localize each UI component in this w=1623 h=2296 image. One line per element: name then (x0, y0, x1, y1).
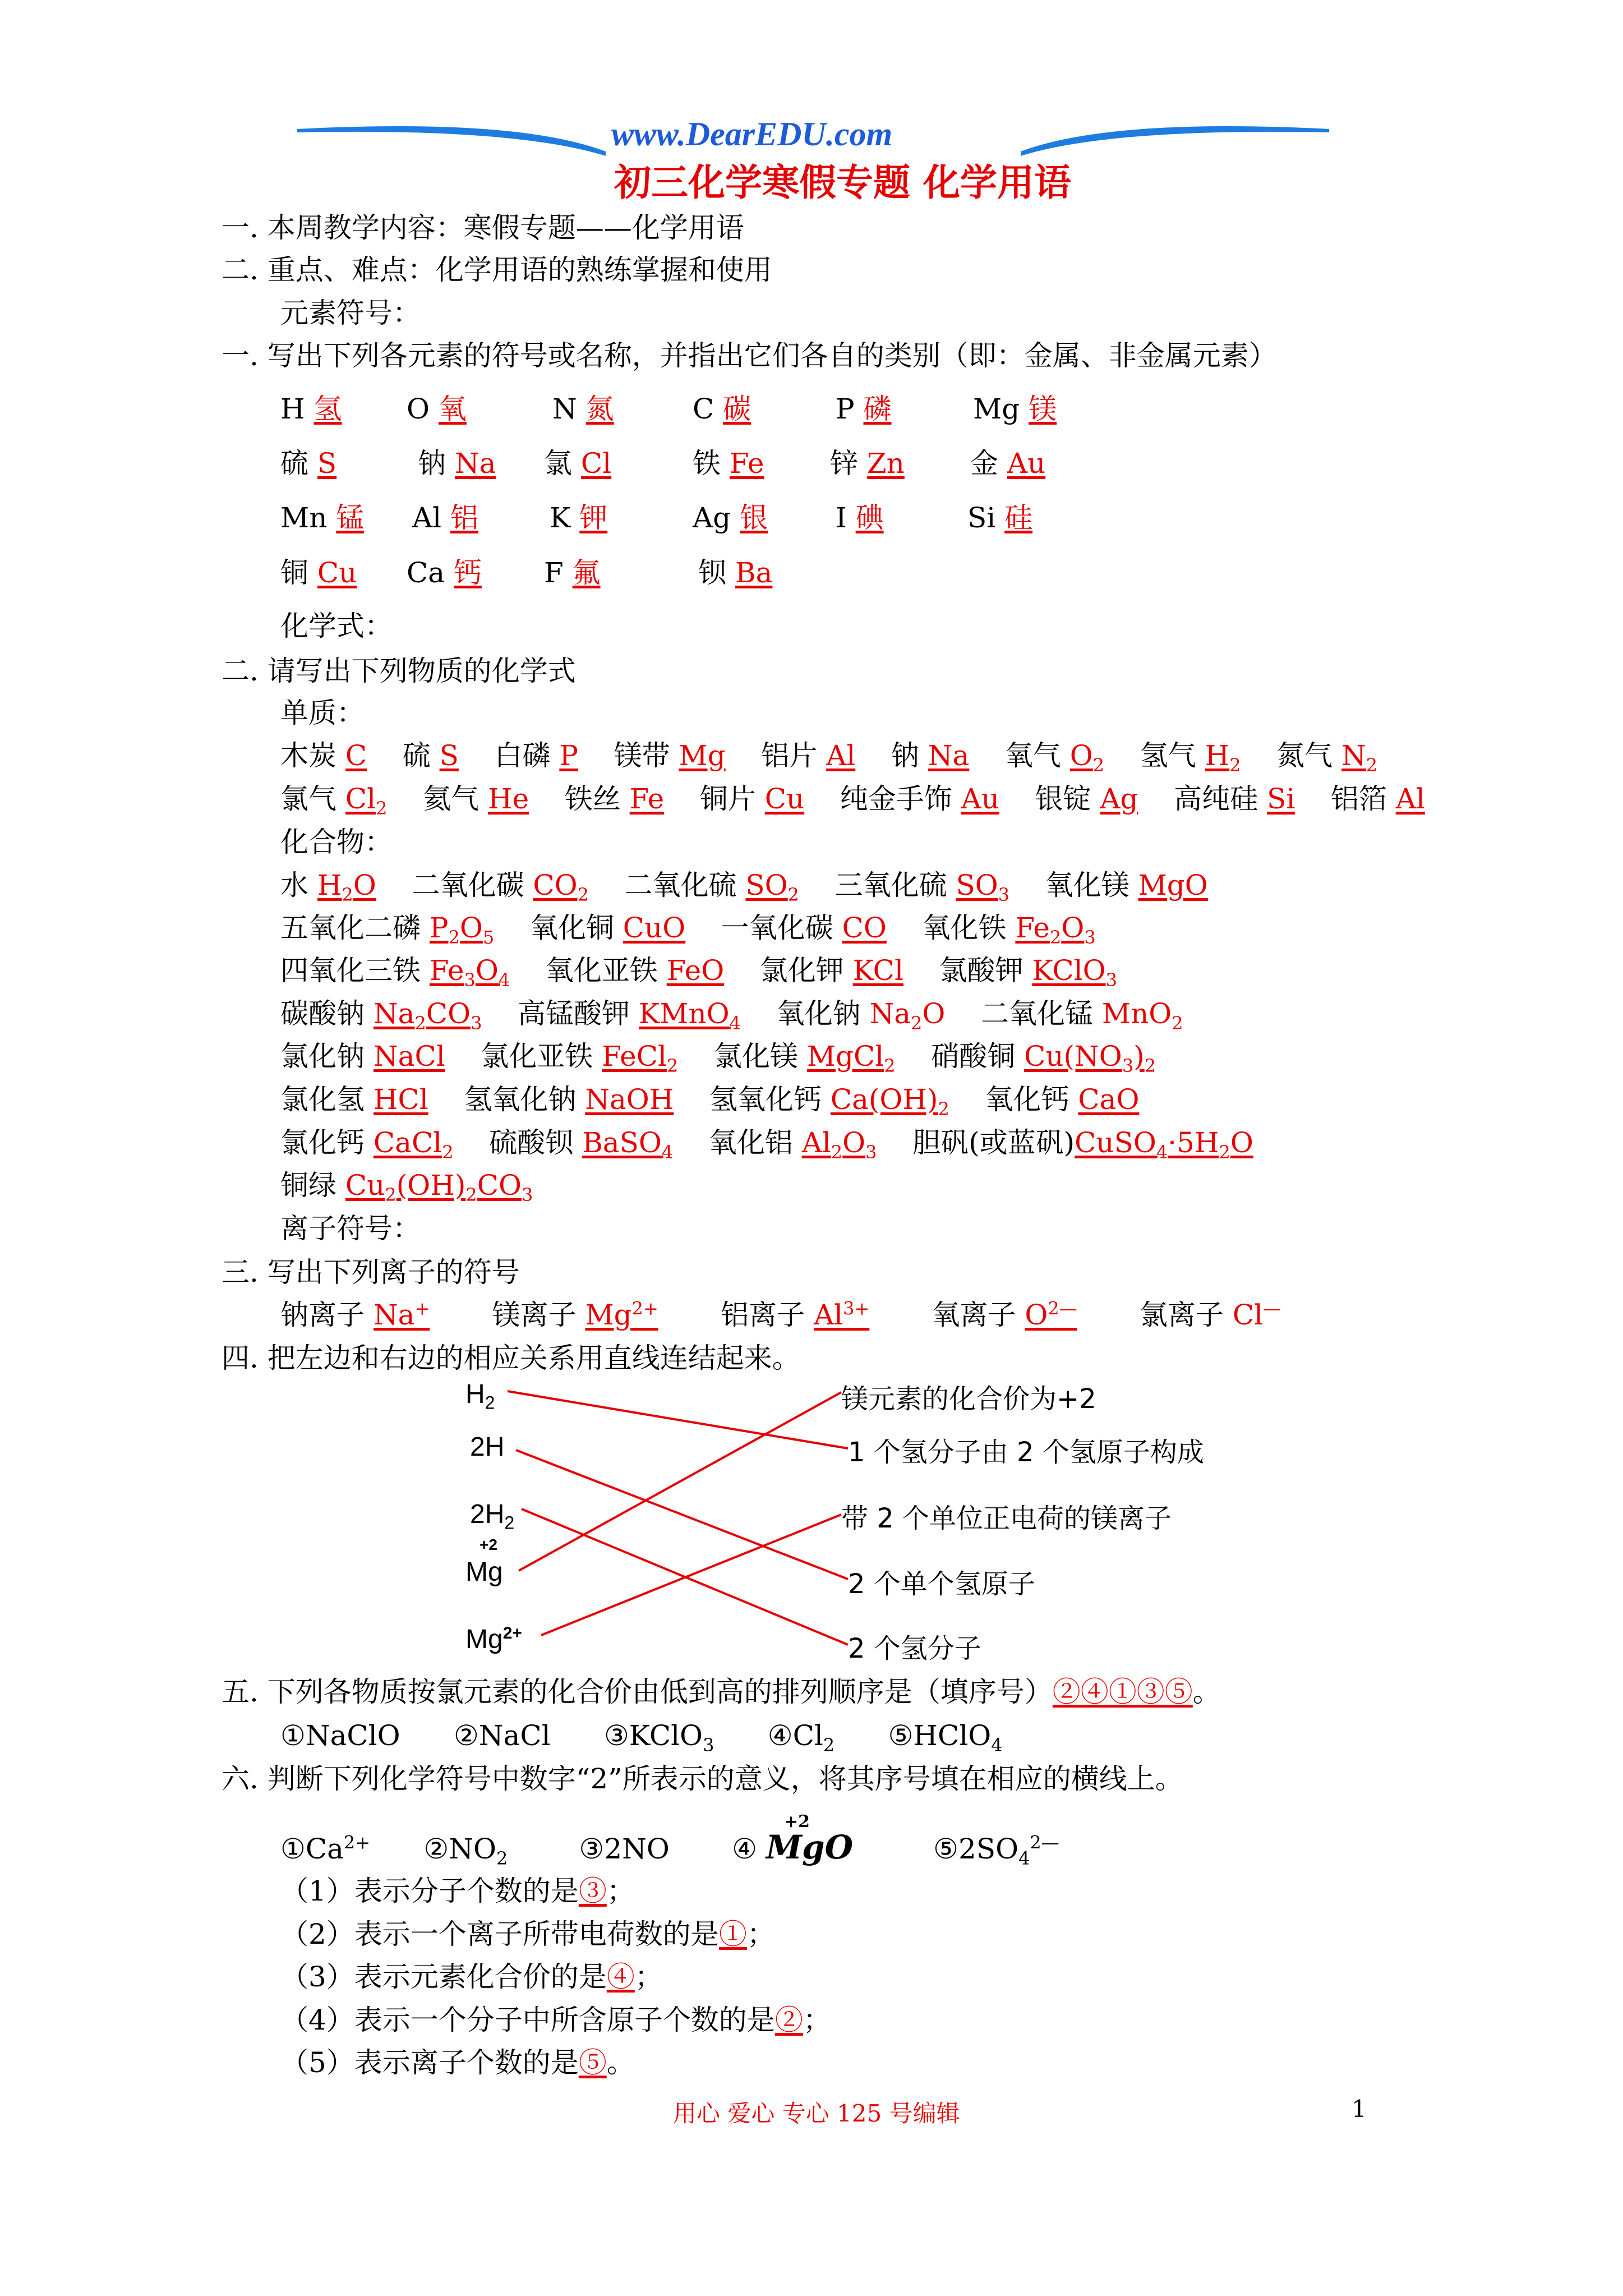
right-5: 2 个氢分子 (848, 1633, 981, 1664)
q6-item-3: （3）表示元素化合价的是④； (280, 1961, 663, 1993)
q1-prompt: 一. 写出下列各元素的符号或名称，并指出它们各自的类别（即：金属、非金属元素） (222, 339, 1277, 372)
left-2h: 2H (470, 1432, 505, 1462)
elem-cu: 铜 Cu (280, 556, 357, 589)
q6-item-5: （5）表示离子个数的是⑤。 (280, 2046, 635, 2079)
q3-section: 离子符号： (280, 1212, 421, 1245)
elem-cl: 氯 Cl (544, 447, 612, 480)
page-title: 初三化学寒假专题 化学用语 (614, 161, 1071, 204)
elem-na: 钠 Na (418, 447, 496, 480)
q6-mg-valence: +2 (784, 1812, 810, 1832)
right-4: 2 个单个氢原子 (848, 1568, 1035, 1600)
elem-h: H 氢 (280, 393, 342, 425)
footer-center: 用心 爱心 专心 125 号编辑 (673, 2100, 960, 2127)
compound-row-2: 五氧化二磷 $P_2O_5$ 氧化铜 CuO 一氧化碳 CO 氧化铁 $Fe_2O_3$ (280, 912, 1096, 948)
intro-line-1: 一. 本周教学内容：寒假专题——化学用语 (222, 211, 744, 244)
line-h2 (508, 1391, 848, 1448)
q6-prompt: 六. 判断下列化学符号中数字“2”所表示的意义，将其序号填在相应的横线上。 (222, 1763, 1183, 1795)
compound-row-3: 四氧化三铁 $Fe_3O_4$ 氧化亚铁 FeO 氯化钾 KCl 氯酸钾 KClO$_3$ (280, 954, 1118, 991)
elem-au: 金 Au (970, 447, 1046, 480)
q6-symbols: $①Ca^{2+}$ $②NO_2$ ③2NO ④ MgO $⑤2SO_4^{2—}$ (280, 1828, 1059, 1869)
elem-k: K 钾 (550, 501, 608, 534)
q5-answer: ②④①③⑤ (1052, 1676, 1193, 1708)
q4-prompt: 四. 把左边和右边的相应关系用直线连结起来。 (222, 1342, 800, 1374)
q6-item-1: （1）表示分子个数的是③； (280, 1875, 635, 1907)
elem-ba: 钡 Ba (698, 556, 773, 589)
elem-fe: 铁 Fe (693, 447, 764, 480)
elem-o: O 氧 (407, 393, 467, 425)
site-name: www.DearEDU.com (611, 116, 893, 153)
q2-compound-label: 化合物： (280, 826, 393, 858)
elem-mn: Mn 锰 (280, 501, 365, 534)
simple-row-2: 氯气 $Cl_2$ 氦气 He 铁丝 Fe 铜片 Cu 纯金手饰 Au 银锭 Ag 高纯硅 Si 铝箔 Al (280, 783, 1425, 819)
elem-s: 硫 S (280, 447, 337, 480)
elem-mg: Mg 镁 (973, 393, 1057, 425)
elem-c: C 碳 (693, 393, 751, 425)
q6-item-2: （2）表示一个离子所带电荷数的是①； (280, 1918, 775, 1950)
line-2h (516, 1450, 848, 1579)
q2-section: 化学式： (280, 610, 393, 642)
compound-row-4: 碳酸钠 $Na_2CO_3$ 高锰酸钾 KMnO$_4$ 氧化钠 $Na_2O$ 二氧化锰 MnO$_2$ (280, 997, 1183, 1034)
elem-zn: 锌 Zn (830, 447, 905, 480)
elem-ca: Ca 钙 (407, 556, 482, 589)
simple-row-1: 木炭 C 硫 S 白磷 P 镁带 Mg 铝片 Al 钠 Na 氧气 $O_2$ 氢气 $H_2$ 氮气 $N_2$ (280, 739, 1378, 776)
q3-prompt: 三. 写出下列离子的符号 (222, 1256, 520, 1289)
compound-row-5: 氯化钠 NaCl 氯化亚铁 FeCl$_2$ 氯化镁 MgCl$_2$ 硝酸铜 $Cu(NO_3)_2$ (280, 1040, 1156, 1076)
elem-si: Si 硅 (967, 501, 1033, 534)
left-2h2: $2H_2$ (470, 1499, 515, 1533)
right-1: 镁元素的化合价为+2 (841, 1383, 1096, 1415)
q2-simple-label: 单质： (280, 697, 365, 729)
elem-p: P 磷 (836, 393, 892, 425)
left-mg: Mg (465, 1557, 503, 1587)
q5-line: 五. 下列各物质按氯元素的化合价由低到高的排列顺序是（填序号）②④①③⑤。 (222, 1676, 1221, 1708)
elem-al: Al 铝 (412, 501, 478, 534)
q6-item-4: （4）表示一个分子中所含原子个数的是②； (280, 2004, 831, 2036)
right-2: 1 个氢分子由 2 个氢原子构成 (848, 1437, 1204, 1468)
page-number: 1 (1352, 2095, 1367, 2123)
left-mg-valence: +2 (479, 1536, 497, 1553)
compound-row-8: 铜绿 $Cu_2(OH)_2CO_3$ (280, 1169, 533, 1205)
right-3: 带 2 个单位正电荷的镁离子 (841, 1503, 1172, 1534)
elem-n: N 氮 (552, 393, 614, 425)
q5-options: ①NaClO ②NaCl ③KClO$_3$ $④Cl_2$ ⑤HClO$_4$ (280, 1719, 1003, 1756)
ion-row: 钠离子 Na+ 镁离子 $Mg^{2+}$ 铝离子 $Al^{3+}$ 氧离子 $O^{2—}$ 氯离子 Cl— (280, 1297, 1281, 1331)
intro-line-3: 元素符号： (280, 297, 421, 329)
compound-row-6: 氯化氢 HCl 氢氧化钠 NaOH 氢氧化钙 $Ca(OH)_2$ 氧化钙 CaO (280, 1083, 1140, 1120)
left-h2: $H_2$ (465, 1379, 495, 1413)
intro-line-2: 二. 重点、难点：化学用语的熟练掌握和使用 (222, 254, 772, 286)
elem-i: I 碘 (836, 501, 884, 534)
q2-prompt: 二. 请写出下列物质的化学式 (222, 655, 576, 687)
elem-f: F 氟 (544, 556, 601, 589)
compound-row-1: 水 $H_2O$ 二氧化碳 $CO_2$ 二氧化硫 $SO_2$ 三氧化硫 $SO_3$ 氧化镁 MgO (280, 869, 1208, 905)
compound-row-7: 氯化钙 CaCl$_2$ 硫酸钡 BaSO$_4$ 氧化铝 $Al_2O_3$ 胆矾(或蓝矾)$CuSO_4\cdot 5H_2O$ (280, 1126, 1253, 1163)
elem-ag: Ag 银 (693, 501, 768, 534)
left-mg2plus: $Mg^{2+}$ (465, 1624, 522, 1654)
